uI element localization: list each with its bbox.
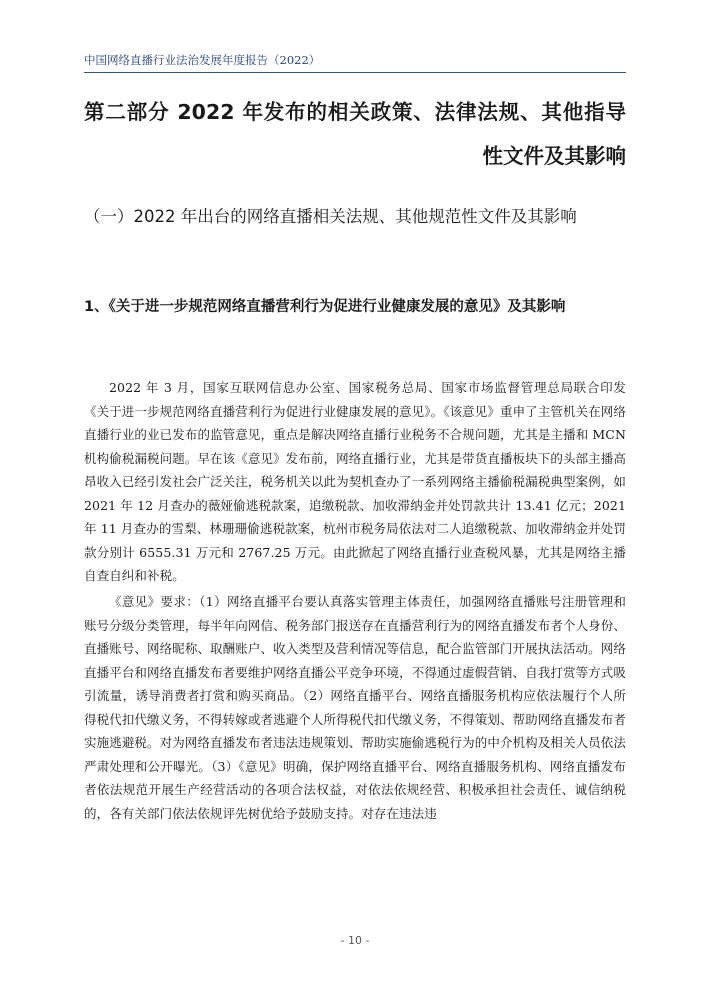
part-title: 第二部分 2022 年发布的相关政策、法律法规、其他指导性文件及其影响: [84, 100, 626, 168]
item-title: 1、《关于进一步规范网络直播营利行为促进行业健康发展的意见》及其影响: [84, 299, 566, 315]
header-rule: [84, 72, 626, 73]
body-paragraph-1: 2022 年 3 月，国家互联网信息办公室、国家税务总局、国家市场监督管理总局联合印发《关于进一步规范网络直播营利行为促进行业健康发展的意见》。《该意见》重申了主管机关在网络直播行业的业已发布的监管意见，重点是解决网络直播行业税务不合规问题，尤其是主播和 MCN 机构偷税漏税问题。早在该《意见》发布前，网络直播行业，尤其是带货直播板块下的头部主播高昂收入已经引发社会广泛关注，税务机关以此为契机查办了一系列网络主播偷税漏税典型案例，如 2021 年 12 月查办的薇娅偷逃税款案，追缴税款、加收滞纳金并处罚款共计 13.41 亿元；2021 年 11 月查办的雪梨、林珊珊偷逃税款案，杭州市税务局依法对二人追缴税款、加收滞纳金并处罚款分别计 6555.31 万元和 2767.25 万元。由此掀起了网络直播行业查税风暴，尤其是网络主播自查自纠和补税。: [84, 380, 626, 583]
body-paragraph-2: 《意见》要求：（1）网络直播平台要认真落实管理主体责任，加强网络直播账号注册管理和账号分级分类管理，每半年向网信、税务部门报送存在直播营利行为的网络直播发布者个人身份、直播账号、网络昵称、取酬账户、收入类型及营利情况等信息，配合监管部门开展执法活动。网络直播平台和网络直播发布者要维护网络直播公平竞争环境，不得通过虚假营销、自我打赏等方式吸引流量，诱导消费者打赏和购买商品。（2）网络直播平台、网络直播服务机构应依法履行个人所得税代扣代缴义务，不得转嫁或者逃避个人所得税代扣代缴义务，不得策划、帮助网络直播发布者实施逃避税。对为网络直播发布者违法违规策划、帮助实施偷逃税行为的中介机构及相关人员依法严肃处理和公开曝光。（3）《意见》明确，保护网络直播平台、网络直播服务机构、网络直播发布者依法规范开展生产经营活动的各项合法权益，对依法依规经营、积极承担社会责任、诚信纳税的，各有关部门依法依规评先树优给予鼓励支持。对存在违法违: [84, 594, 626, 821]
subsection-title: （一）2022 年出台的网络直播相关法规、其他规范性文件及其影响: [84, 207, 577, 226]
page-number: - 10 -: [340, 934, 370, 947]
running-header: 中国网络直播行业法治发展年度报告（2022）: [84, 53, 321, 67]
